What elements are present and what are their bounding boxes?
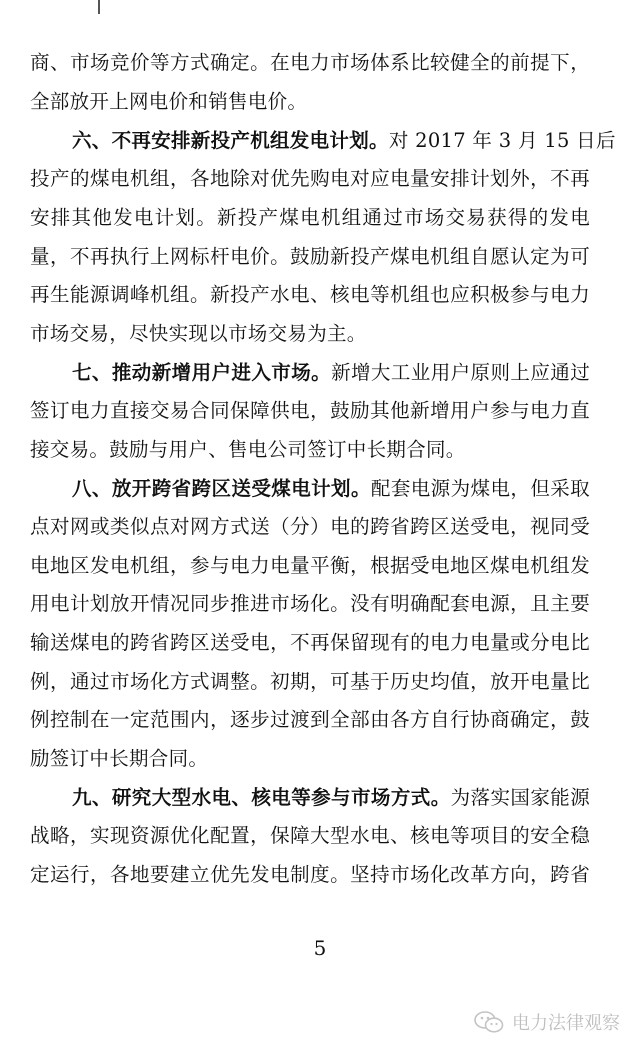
line-text: 安排其他发电计划。新投产煤电机组通过市场交易获得的发电 xyxy=(30,206,590,229)
section-heading: 八、放开跨省跨区送受煤电计划。 xyxy=(72,477,371,500)
line-text: 点对网或类似点对网方式送（分）电的跨省跨区送受电，视同受 xyxy=(30,515,590,538)
line-text: 投产的煤电机组，各地除对优先购电对应电量安排计划外，不再 xyxy=(30,167,590,190)
line-text: 电地区发电机组，参与电力电量平衡，根据受电地区煤电机组发 xyxy=(30,554,590,577)
text-line xyxy=(30,319,590,349)
text-line xyxy=(30,203,590,233)
text-line xyxy=(30,589,590,619)
wechat-icon xyxy=(474,1010,504,1034)
section-heading-line xyxy=(72,358,590,388)
line-text: 配套电源为煤电，但采取 xyxy=(370,477,590,500)
line-text: 为落实国家能源 xyxy=(450,786,590,809)
text-line xyxy=(30,512,590,542)
section-heading-line xyxy=(72,126,616,156)
section-heading-line xyxy=(72,783,590,813)
line-text: 定运行，各地要建立优先发电制度。坚持市场化改革方向，跨省 xyxy=(30,863,590,886)
top-edge-mark xyxy=(98,0,100,14)
line-text: 例控制在一定范围内，逐步过渡到全部由各方自行协商确定，鼓 xyxy=(30,708,590,731)
text-line xyxy=(30,242,590,272)
section-heading: 九、研究大型水电、核电等参与市场方式。 xyxy=(72,786,451,809)
text-line xyxy=(30,628,590,658)
text-line xyxy=(30,705,590,735)
line-text: 市场交易，尽快实现以市场交易为主。 xyxy=(30,322,367,345)
line-text: 再生能源调峰机组。新投产水电、核电等机组也应积极参与电力 xyxy=(30,283,590,306)
page-number: 5 xyxy=(313,936,327,960)
section-heading: 七、推动新增用户进入市场。 xyxy=(72,361,332,384)
line-text: 接交易。鼓励与用户、售电公司签订中长期合同。 xyxy=(30,438,466,461)
line-text: 商、市场竞价等方式确定。在电力市场体系比较健全的前提下， xyxy=(30,51,590,74)
text-line xyxy=(30,744,590,774)
text-line xyxy=(30,396,590,426)
line-text: 励签订中长期合同。 xyxy=(30,747,209,770)
line-text: 新增大工业用户原则上应通过 xyxy=(331,361,590,384)
line-text: 输送煤电的跨省跨区送受电，不再保留现有的电力电量或分电比 xyxy=(30,631,590,654)
text-line xyxy=(30,860,590,890)
line-text: 签订电力直接交易合同保障供电，鼓励其他新增用户参与电力直 xyxy=(30,399,590,422)
line-text: 对 2017 年 3 月 15 日后 xyxy=(388,129,616,152)
text-line xyxy=(30,667,590,697)
text-line xyxy=(30,821,590,851)
section-heading: 六、不再安排新投产机组发电计划。 xyxy=(72,129,389,152)
line-text: 战略，实现资源优化配置，保障大型水电、核电等项目的安全稳 xyxy=(30,824,590,847)
text-line xyxy=(30,48,590,78)
watermark xyxy=(474,1006,620,1038)
text-line xyxy=(30,551,590,581)
line-text: 量，不再执行上网标杆电价。鼓励新投产煤电机组自愿认定为可 xyxy=(30,245,590,268)
text-line xyxy=(30,164,590,194)
watermark-text: 电力法律观察 xyxy=(512,1013,620,1034)
text-line xyxy=(30,280,590,310)
text-line xyxy=(30,435,590,465)
section-heading-line xyxy=(72,474,590,504)
text-line xyxy=(30,87,590,117)
line-text: 例，通过市场化方式调整。初期，可基于历史均值，放开电量比 xyxy=(30,670,590,693)
line-text: 用电计划放开情况同步推进市场化。没有明确配套电源，且主要 xyxy=(30,592,590,615)
line-text: 全部放开上网电价和销售电价。 xyxy=(30,90,308,113)
